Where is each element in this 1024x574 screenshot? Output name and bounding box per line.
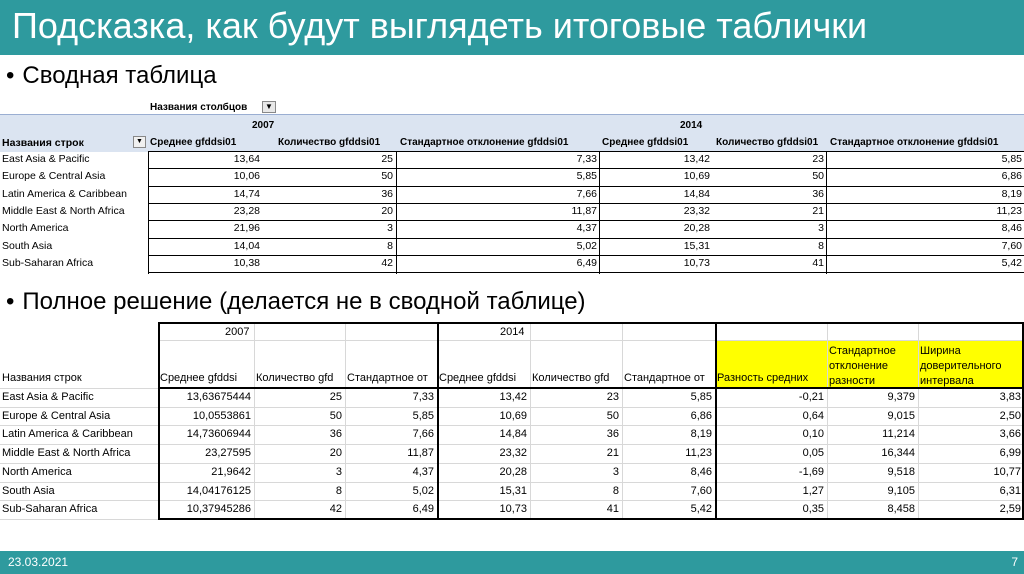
pivot-cell: 41	[812, 256, 824, 269]
table-cell: 10,77	[993, 465, 1021, 478]
pivot-cell: 7,60	[1001, 239, 1022, 252]
pivot-cell: 10,73	[683, 256, 710, 269]
table-cell: 8,19	[690, 428, 712, 441]
table-cell: 36	[606, 428, 619, 441]
bullet-dot: •	[6, 288, 15, 315]
pivot-cell: 10,38	[233, 256, 260, 269]
footer-date: 23.03.2021	[8, 555, 69, 569]
pivot-cell: 6,49	[576, 256, 597, 269]
pivot-cell: 8,46	[1001, 222, 1022, 235]
pivot-cell: 25	[381, 153, 393, 165]
table-cell: 50	[606, 409, 619, 422]
table-cell: 10,73	[499, 503, 527, 516]
pivot-cell: 11,23	[996, 204, 1022, 217]
table-border	[158, 518, 1024, 520]
grid-row-line	[0, 482, 1024, 483]
pivot-cell: 20,28	[683, 222, 710, 235]
pivot-measure-header: Количество gfddsi01	[716, 137, 819, 148]
pivot-cell: 7,66	[576, 187, 597, 200]
grid-row-line	[0, 407, 1024, 408]
pivot-cell: 6,86	[1001, 170, 1022, 183]
table-cell: 16,344	[881, 447, 915, 460]
table-cell: -0,21	[798, 391, 824, 403]
table-cell: 5,85	[412, 409, 434, 422]
row-labels-header: Названия строк	[2, 372, 82, 384]
row-label: South Asia	[2, 484, 55, 497]
pivot-row-label: Sub-Saharan Africa	[2, 256, 94, 269]
table-cell: 6,86	[690, 409, 712, 422]
pivot-measure-header: Количество gfddsi01	[278, 137, 381, 148]
table-cell: 21,9642	[211, 465, 251, 478]
row-label: Europe & Central Asia	[2, 409, 111, 422]
pivot-cell: 10,69	[683, 170, 710, 183]
pivot-measure-header: Стандартное отклонение gfddsi01	[830, 137, 999, 148]
year-2014: 2014	[500, 326, 525, 338]
table-cell: 7,33	[412, 391, 434, 403]
pivot-cell: 50	[381, 170, 393, 183]
table-cell: 25	[329, 391, 342, 403]
table-cell: -1,69	[798, 465, 824, 478]
table-cell: 10,69	[499, 409, 527, 422]
table-cell: 14,04176125	[186, 484, 251, 497]
footer-bar	[0, 551, 1024, 574]
column-header: Среднее gfddsi	[439, 372, 517, 384]
table-cell: 0,64	[802, 409, 824, 422]
pivot-cell: 3	[818, 222, 824, 235]
table-cell: 42	[329, 503, 342, 516]
pivot-cell: 11,87	[571, 204, 597, 217]
pivot-row-label: East Asia & Pacific	[2, 153, 90, 165]
table-cell: 3	[335, 465, 342, 478]
table-cell: 5,85	[690, 391, 712, 403]
pivot-column-labels-header: Названия столбцов	[150, 102, 248, 113]
pivot-table	[0, 100, 1024, 274]
pivot-cell: 20	[381, 204, 393, 217]
pivot-measure-header: Среднее gfddsi01	[602, 137, 689, 148]
table-cell: 11,23	[685, 447, 712, 460]
slide-title: Подсказка, как будут выглядеть итоговые таблички	[12, 5, 868, 46]
table-cell: 7,60	[690, 484, 712, 497]
table-cell: 3,83	[999, 391, 1021, 403]
pivot-cell: 10,06	[233, 170, 260, 183]
row-label: Latin America & Caribbean	[2, 428, 133, 441]
grid-row-line	[0, 425, 1024, 426]
table-cell: 10,0553861	[192, 409, 251, 422]
pivot-cell: 8	[818, 239, 824, 252]
pivot-cell: 5,42	[1001, 256, 1022, 269]
table-cell: 9,518	[887, 465, 915, 478]
pivot-row-divider	[148, 255, 1024, 256]
row-label: Middle East & North Africa	[2, 447, 131, 460]
table-cell: 14,84	[499, 428, 527, 441]
pivot-cell: 23	[812, 153, 824, 165]
grid-row-line	[0, 463, 1024, 464]
grid-row-line	[0, 500, 1024, 501]
pivot-row-label: South Asia	[2, 239, 53, 252]
column-header: Количество gfd	[532, 372, 610, 384]
table-cell: 2,59	[999, 503, 1021, 516]
table-cell: 0,10	[802, 428, 824, 441]
table-cell: 13,63675444	[186, 391, 251, 403]
table-cell: 0,05	[802, 447, 824, 460]
pivot-cell: 14,74	[233, 187, 260, 200]
pivot-row-divider	[148, 186, 1024, 187]
table-cell: 50	[329, 409, 342, 422]
table-cell: 36	[329, 428, 342, 441]
pivot-row-divider	[148, 151, 1024, 152]
table-cell: 5,42	[690, 503, 712, 516]
year-2007: 2007	[225, 326, 250, 338]
table-cell: 8,46	[690, 465, 712, 478]
table-cell: 3,66	[999, 428, 1021, 441]
row-label: Sub-Saharan Africa	[2, 503, 98, 516]
table-cell: 7,66	[412, 428, 434, 441]
table-cell: 21	[606, 447, 619, 460]
table-cell: 9,379	[887, 391, 915, 403]
full-solution-table	[0, 322, 1024, 532]
pivot-cell: 23,32	[683, 204, 710, 217]
pivot-row-divider	[148, 272, 1024, 273]
table-cell: 8,458	[887, 503, 915, 516]
pivot-cell: 14,84	[683, 187, 710, 200]
bullet-pivot-text: Сводная таблица	[22, 62, 217, 89]
table-cell: 20,28	[499, 465, 527, 478]
pivot-cell: 8,19	[1001, 187, 1022, 200]
pivot-measure-header: Среднее gfddsi01	[150, 137, 237, 148]
pivot-cell: 36	[812, 187, 824, 200]
pivot-cell: 5,02	[576, 239, 597, 252]
pivot-cell: 23,28	[233, 204, 260, 217]
pivot-measure-header: Стандартное отклонение gfddsi01	[400, 137, 569, 148]
table-border	[158, 322, 1024, 324]
table-cell: 15,31	[499, 484, 527, 497]
table-cell: 2,50	[999, 409, 1021, 422]
column-header: Среднее gfddsi	[160, 372, 238, 384]
pivot-row-label: Latin America & Caribbean	[2, 187, 127, 200]
table-cell: 20	[329, 447, 342, 460]
table-cell: 9,015	[887, 409, 915, 422]
column-header: Количество gfd	[256, 372, 334, 384]
table-cell: 23,32	[499, 447, 527, 460]
table-cell: 11,87	[407, 447, 434, 460]
table-cell: 13,42	[499, 391, 527, 403]
pivot-row-divider	[148, 203, 1024, 204]
pivot-row-divider	[148, 238, 1024, 239]
table-cell: 8	[335, 484, 342, 497]
table-cell: 9,105	[887, 484, 915, 497]
row-label: East Asia & Pacific	[2, 391, 94, 403]
chevron-down-icon[interactable]: ▼	[133, 136, 146, 148]
pivot-cell: 5,85	[1001, 153, 1022, 165]
table-cell: 10,37945286	[186, 503, 251, 516]
bullet-full-text: Полное решение (делается не в сводной таблице)	[22, 288, 586, 315]
table-cell: 8	[612, 484, 619, 497]
pivot-year-2014: 2014	[680, 120, 703, 131]
pivot-row-label: Middle East & North Africa	[2, 204, 125, 217]
table-cell: 1,27	[802, 484, 824, 497]
pivot-cell: 15,31	[683, 239, 710, 252]
table-cell: 41	[606, 503, 619, 516]
slide-number: 7	[1011, 555, 1018, 569]
column-header: Разность средних	[717, 372, 809, 384]
grid-row-line	[158, 340, 1024, 341]
table-cell: 23	[606, 391, 619, 403]
pivot-cell: 4,37	[576, 222, 597, 235]
table-cell: 0,35	[802, 503, 824, 516]
bullet-pivot	[6, 62, 217, 90]
table-cell: 14,73606944	[186, 428, 251, 441]
table-cell: 5,02	[412, 484, 434, 497]
grid-row-line	[0, 444, 1024, 445]
pivot-row-divider	[148, 168, 1024, 169]
column-header: Стандартное отклонение разности	[829, 345, 896, 387]
pivot-year-2007: 2007	[252, 120, 275, 131]
table-cell: 4,37	[412, 465, 434, 478]
table-cell: 11,214	[882, 428, 915, 441]
pivot-cell: 21,96	[233, 222, 260, 235]
row-label: North America	[2, 465, 72, 478]
bullet-dot: •	[6, 62, 15, 89]
column-header: Ширина доверительного интервала	[920, 345, 1002, 387]
pivot-row-label: Europe & Central Asia	[2, 170, 106, 183]
pivot-cell: 36	[381, 187, 393, 200]
bullet-full	[6, 288, 586, 316]
title-bar	[0, 0, 1024, 55]
pivot-cell: 3	[387, 222, 393, 235]
table-cell: 6,49	[412, 503, 434, 516]
table-cell: 23,27595	[205, 447, 251, 460]
pivot-cell: 5,85	[576, 170, 597, 183]
pivot-cell: 13,64	[233, 153, 260, 165]
pivot-row-divider	[148, 220, 1024, 221]
pivot-cell: 50	[812, 170, 824, 183]
table-cell: 6,31	[999, 484, 1021, 497]
pivot-row-labels-header: Названия строк	[2, 137, 84, 149]
pivot-cell: 42	[381, 256, 393, 269]
table-cell: 6,99	[999, 447, 1021, 460]
column-header: Стандартное от	[347, 372, 428, 384]
pivot-row-label: North America	[2, 222, 69, 235]
pivot-cell: 7,33	[576, 153, 597, 165]
filter-icon[interactable]: ▼	[262, 101, 276, 113]
table-cell: 3	[612, 465, 619, 478]
pivot-cell: 13,42	[683, 153, 710, 165]
column-header: Стандартное от	[624, 372, 705, 384]
pivot-cell: 8	[387, 239, 393, 252]
pivot-cell: 14,04	[233, 239, 260, 252]
pivot-cell: 21	[812, 204, 824, 217]
